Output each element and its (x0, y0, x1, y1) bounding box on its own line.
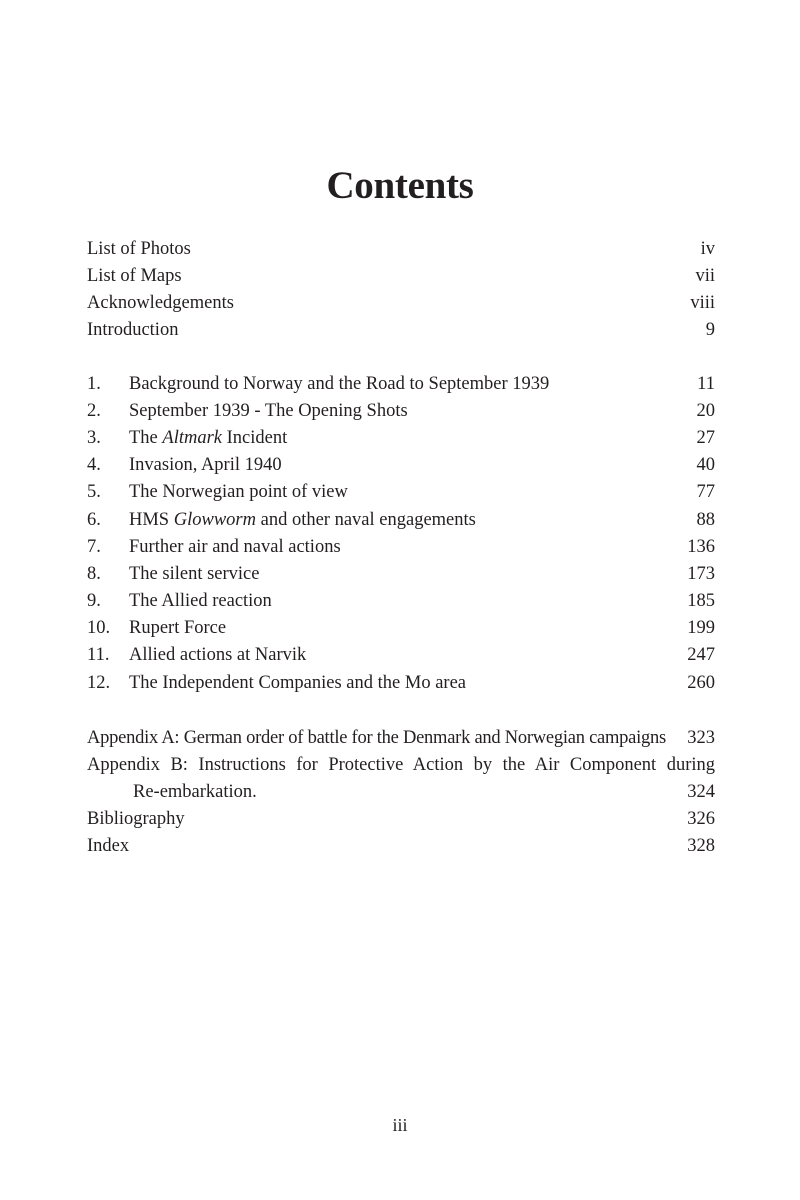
toc-entry-page: 326 (687, 809, 715, 829)
toc-entry-list-of-photos[interactable] (87, 236, 715, 263)
chapter-page: 20 (696, 401, 715, 421)
chapter-title-italic: Altmark (162, 428, 222, 448)
chapter-page: 27 (696, 428, 715, 448)
chapter-number: 2. (87, 401, 101, 421)
chapter-title: Allied actions at Narvik (129, 645, 307, 665)
toc-entry-page: 324 (687, 782, 715, 802)
chapter-title-prefix: HMS (129, 510, 174, 530)
chapter-title: The Allied reaction (129, 591, 272, 611)
toc-chapter-6[interactable] (87, 507, 715, 534)
toc-entry-introduction[interactable] (87, 317, 715, 344)
toc-entry-label-continuation (87, 779, 715, 806)
chapter-number: 4. (87, 455, 101, 475)
chapter-title (129, 425, 287, 452)
chapter-page: 247 (687, 645, 715, 665)
chapter-number: 6. (87, 510, 101, 530)
chapter-number: 10. (87, 618, 111, 638)
toc-entry-page: vii (695, 266, 715, 286)
toc-entry-appendix-b[interactable] (87, 752, 715, 806)
toc-entry-label: Index (87, 836, 130, 856)
toc-entry-page: 323 (687, 728, 715, 748)
chapter-page: 40 (696, 455, 715, 475)
toc-entry-index[interactable] (87, 833, 715, 860)
chapter-page: 260 (687, 673, 715, 693)
chapter-title: The Norwegian point of view (129, 482, 348, 502)
chapter-title-prefix: The (129, 428, 163, 448)
toc-entry-label: List of Photos (87, 239, 191, 259)
chapter-page: 88 (696, 510, 715, 530)
toc-entry-page: 328 (687, 836, 715, 856)
chapter-number: 11. (87, 645, 110, 665)
chapter-page: 11 (697, 374, 715, 394)
toc-entry-label: Appendix A: German order of battle for the Denmark and Norwegian campaigns (87, 728, 666, 748)
toc-chapter-1[interactable] (87, 371, 715, 398)
chapter-page: 199 (687, 618, 715, 638)
page-title: Contents (326, 164, 474, 207)
page-number: iii (392, 1115, 408, 1135)
chapter-number: 12. (87, 673, 111, 693)
toc-entry-page: viii (690, 293, 715, 313)
toc-entry-page: 9 (705, 320, 715, 340)
chapter-title: Further air and naval actions (129, 537, 341, 557)
toc-chapter-8[interactable] (87, 561, 715, 588)
chapter-title-italic: Glowworm (173, 510, 256, 530)
chapter-number: 1. (87, 374, 101, 394)
toc-chapter-10[interactable] (87, 615, 715, 642)
toc-entry-bibliography[interactable] (87, 806, 715, 833)
toc-entry-label: List of Maps (87, 266, 182, 286)
chapter-page: 77 (696, 482, 715, 502)
chapter-page: 185 (687, 591, 715, 611)
toc-entry-label: Introduction (87, 320, 179, 340)
toc-entry-page: iv (700, 239, 715, 259)
chapter-title-suffix: Incident (222, 428, 288, 448)
toc-entry-label: Bibliography (87, 809, 185, 829)
chapter-title: September 1939 - The Opening Shots (129, 401, 408, 421)
toc-chapter-7[interactable] (87, 534, 715, 561)
toc-entry-list-of-maps[interactable] (87, 263, 715, 290)
chapter-page: 173 (687, 564, 715, 584)
chapter-page: 136 (687, 537, 715, 557)
toc-chapter-11[interactable] (87, 642, 715, 669)
chapter-number: 3. (87, 428, 101, 448)
chapter-title: Rupert Force (129, 618, 227, 638)
toc-chapter-5[interactable] (87, 479, 715, 506)
chapter-number: 5. (87, 482, 101, 502)
toc-entry-acknowledgements[interactable] (87, 290, 715, 317)
chapter-number: 9. (87, 591, 101, 611)
toc-chapter-4[interactable] (87, 452, 715, 479)
toc-entry-label-line2: Re-embarkation. (133, 782, 257, 802)
chapter-title: The silent service (129, 564, 260, 584)
chapter-title: The Independent Companies and the Mo area (129, 673, 466, 693)
toc-chapter-3[interactable] (87, 425, 715, 452)
chapter-title: Invasion, April 1940 (129, 455, 282, 475)
chapter-title-suffix: and other naval engagements (255, 510, 476, 530)
toc-entry-appendix-a[interactable] (87, 725, 715, 752)
toc-chapter-2[interactable] (87, 398, 715, 425)
chapter-number: 8. (87, 564, 101, 584)
toc-chapter-9[interactable] (87, 588, 715, 615)
toc-chapter-12[interactable] (87, 670, 715, 697)
chapter-title: Background to Norway and the Road to September 1939 (129, 374, 550, 394)
chapter-number: 7. (87, 537, 101, 557)
toc-entry-label: Acknowledgements (87, 293, 234, 313)
toc-entry-label: Appendix B: Instructions for Protective Action by the Air Component during (87, 755, 715, 775)
chapter-title (129, 507, 476, 534)
